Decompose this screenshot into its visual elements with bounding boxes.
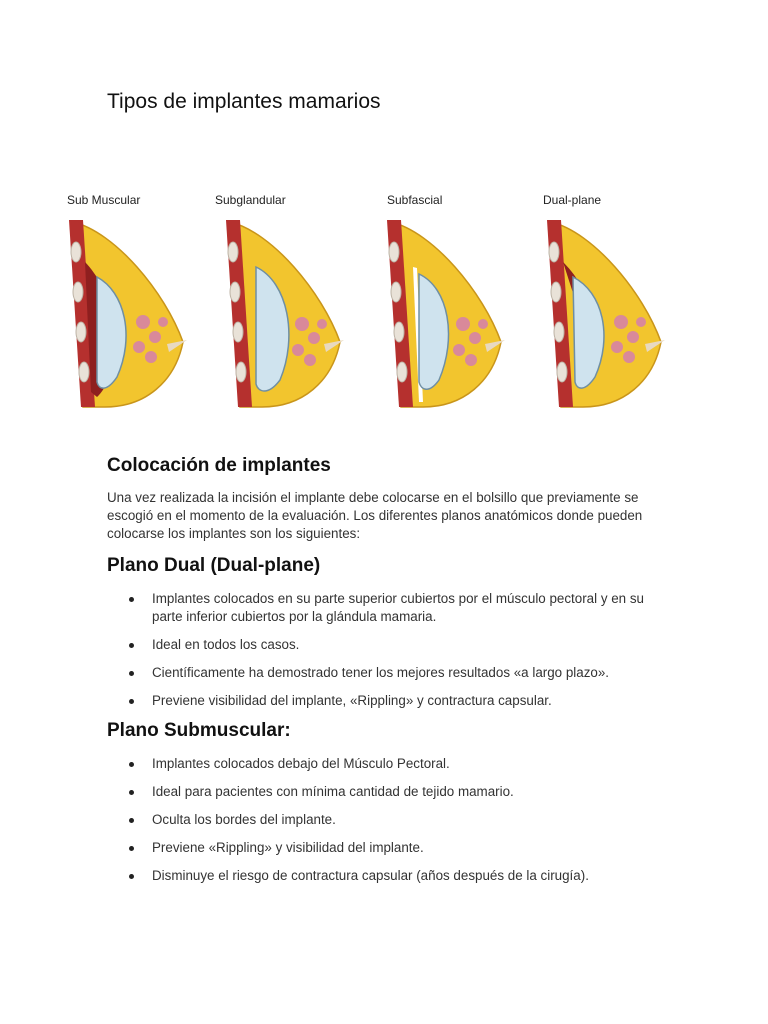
section-heading-submuscular: Plano Submuscular: (107, 720, 291, 741)
panel-sub-muscular (55, 190, 195, 415)
breast-cross-section-illustration (373, 212, 513, 412)
bullet-icon (129, 699, 134, 704)
panel-dual-plane (533, 190, 673, 415)
section-heading-dual-plane: Plano Dual (Dual-plane) (107, 555, 321, 576)
list-item-text: Disminuye el riesgo de contractura capsular (años después de la cirugía). (152, 868, 589, 883)
panel-label: Subglandular (215, 193, 286, 207)
breast-cross-section-illustration (533, 212, 673, 412)
bullet-icon (129, 762, 134, 767)
list-item-text: Previene «Rippling» y visibilidad del implante. (152, 840, 424, 855)
panel-label: Sub Muscular (67, 193, 141, 207)
list-item (107, 755, 677, 773)
list-item (107, 811, 677, 829)
list-item-text: Ideal en todos los casos. (152, 637, 300, 652)
breast-cross-section-illustration (55, 212, 195, 412)
list-item-text: Implantes colocados debajo del Músculo Pectoral. (152, 756, 450, 771)
bullet-icon (129, 874, 134, 879)
panel-subfascial (373, 190, 513, 415)
bullet-icon (129, 846, 134, 851)
bullet-icon (129, 818, 134, 823)
list-item (107, 692, 677, 710)
breast-cross-section-illustration (212, 212, 352, 412)
list-item (107, 636, 677, 654)
dual-plane-list (107, 590, 677, 720)
panel-subglandular (212, 190, 352, 415)
list-item-text: Implantes colocados en su parte superior cubiertos por el músculo pectoral y en su parte inferior cubiertos por la glándula mamaria. (152, 591, 644, 624)
list-item (107, 867, 677, 885)
bullet-icon (129, 597, 134, 602)
implant-placement-figure (55, 190, 675, 415)
list-item-text: Científicamente ha demostrado tener los mejores resultados «a largo plazo». (152, 665, 610, 680)
list-item (107, 783, 677, 801)
intro-paragraph: Una vez realizada la incisión el implante debe colocarse en el bolsillo que previamente se escogió en el momento de la evaluación. Los diferentes planos anatómicos donde pueden colocarse los implantes son los siguientes: (107, 490, 643, 541)
list-item-text: Ideal para pacientes con mínima cantidad de tejido mamario. (152, 784, 514, 799)
list-item-text: Oculta los bordes del implante. (152, 812, 336, 827)
list-item (107, 664, 677, 682)
panel-label: Dual-plane (543, 193, 602, 207)
submuscular-list (107, 755, 677, 895)
page-title: Tipos de implantes mamarios (107, 90, 381, 113)
list-item (107, 590, 677, 626)
bullet-icon (129, 643, 134, 648)
list-item (107, 839, 677, 857)
bullet-icon (129, 671, 134, 676)
panel-label: Subfascial (387, 193, 443, 207)
bullet-icon (129, 790, 134, 795)
section-heading-colocacion: Colocación de implantes (107, 455, 331, 476)
list-item-text: Previene visibilidad del implante, «Rippling» y contractura capsular. (152, 693, 552, 708)
